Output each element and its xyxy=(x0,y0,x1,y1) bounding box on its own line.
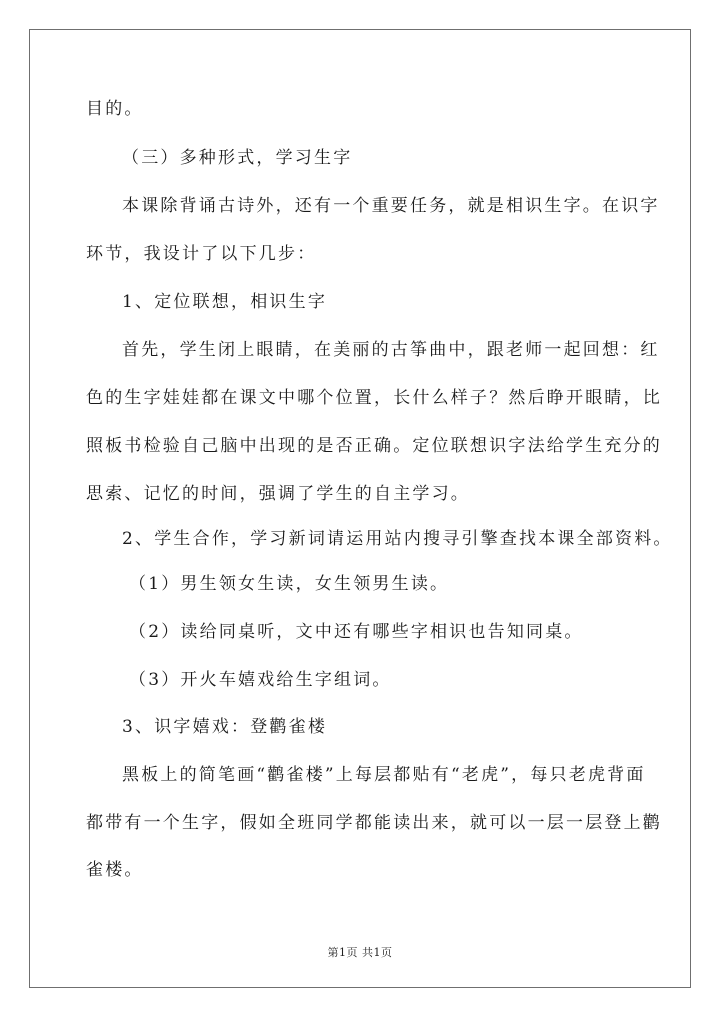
page-border xyxy=(29,29,691,988)
text-line-4: 环节，我设计了以下几步： xyxy=(86,244,317,264)
text-line-3: 本课除背诵古诗外，还有一个重要任务，就是相识生字。在识字 xyxy=(122,196,660,216)
text-line-6: 首先，学生闭上眼睛，在美丽的古筝曲中，跟老师一起回想：红 xyxy=(122,340,660,360)
page-footer: 第1页 共1页 xyxy=(327,946,393,959)
text-line-15: 黑板上的简笔画“鹳雀楼”上每层都贴有“老虎”，每只老虎背面 xyxy=(122,765,646,785)
text-line-1: 目的。 xyxy=(86,99,144,119)
text-line-8: 照板书检验自己脑中出现的是否正确。定位联想识字法给学生充分的 xyxy=(86,436,662,456)
text-line-9: 思索、记忆的时间，强调了学生的自主学习。 xyxy=(86,484,470,504)
subheading-1: 1、定位联想，相识生字 xyxy=(122,292,328,312)
text-line-17: 雀楼。 xyxy=(86,860,144,880)
subheading-3: 3、识字嬉戏：登鹳雀楼 xyxy=(122,717,328,737)
section-heading-3: （三）多种形式，学习生字 xyxy=(122,148,353,168)
subheading-2: 2、学生合作，学习新词请运用站内搜寻引擎查找本课全部资料。 xyxy=(122,529,673,549)
text-line-7: 色的生字娃娃都在课文中哪个位置，长什么样子？然后睁开眼睛，比 xyxy=(86,388,662,408)
list-item-3: （3）开火车嬉戏给生字组词。 xyxy=(129,670,392,690)
list-item-2: （2）读给同桌听，文中还有哪些字相识也告知同桌。 xyxy=(129,622,584,642)
text-line-16: 都带有一个生字，假如全班同学都能读出来，就可以一层一层登上鹳 xyxy=(86,813,662,833)
list-item-1: （1）男生领女生读，女生领男生读。 xyxy=(129,574,450,594)
